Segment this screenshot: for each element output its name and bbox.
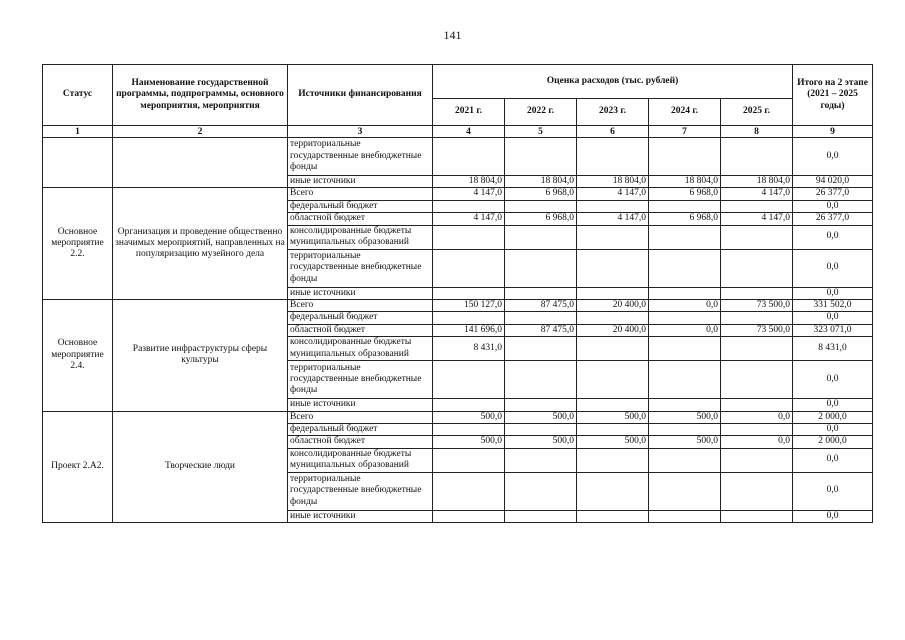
year-value-cell: 18 804,0 <box>721 176 793 188</box>
year-value-cell: 4 147,0 <box>433 213 505 225</box>
total-value-cell: 0,0 <box>793 138 873 176</box>
year-value-cell: 6 968,0 <box>649 213 721 225</box>
year-value-cell: 500,0 <box>505 436 577 448</box>
year-value-cell <box>433 472 505 510</box>
funding-source-cell: территориальные государственные внебюджетные фонды <box>288 138 433 176</box>
total-value-cell: 2 000,0 <box>793 411 873 423</box>
year-value-cell <box>577 423 649 435</box>
header-year: 2024 г. <box>649 99 721 126</box>
total-value-cell: 2 000,0 <box>793 436 873 448</box>
year-value-cell <box>721 138 793 176</box>
year-value-cell <box>577 200 649 212</box>
column-number: 3 <box>288 126 433 138</box>
year-value-cell <box>577 287 649 299</box>
funding-source-cell: областной бюджет <box>288 324 433 336</box>
year-value-cell <box>505 138 577 176</box>
year-value-cell <box>433 287 505 299</box>
funding-source-cell: консолидированные бюджеты муниципальных образований <box>288 448 433 472</box>
year-value-cell: 500,0 <box>649 436 721 448</box>
total-value-cell: 0,0 <box>793 225 873 249</box>
year-value-cell <box>505 337 577 361</box>
year-value-cell <box>577 138 649 176</box>
year-value-cell <box>649 337 721 361</box>
year-value-cell: 87 475,0 <box>505 324 577 336</box>
total-value-cell: 0,0 <box>793 423 873 435</box>
total-value-cell: 0,0 <box>793 312 873 324</box>
year-value-cell <box>577 312 649 324</box>
year-value-cell <box>505 510 577 522</box>
column-number: 7 <box>649 126 721 138</box>
funding-source-cell: иные источники <box>288 510 433 522</box>
total-value-cell: 0,0 <box>793 510 873 522</box>
header-year: 2022 г. <box>505 99 577 126</box>
year-value-cell <box>721 361 793 399</box>
year-value-cell <box>433 200 505 212</box>
funding-source-cell: территориальные государственные внебюджетные фонды <box>288 361 433 399</box>
year-value-cell: 500,0 <box>577 411 649 423</box>
header-year: 2025 г. <box>721 99 793 126</box>
column-number: 4 <box>433 126 505 138</box>
year-value-cell <box>721 472 793 510</box>
funding-source-cell: Всего <box>288 188 433 200</box>
total-value-cell: 8 431,0 <box>793 337 873 361</box>
year-value-cell <box>577 399 649 411</box>
total-value-cell: 323 071,0 <box>793 324 873 336</box>
year-value-cell <box>649 448 721 472</box>
total-value-cell: 94 020,0 <box>793 176 873 188</box>
year-value-cell <box>577 361 649 399</box>
funding-source-cell: территориальные государственные внебюджетные фонды <box>288 249 433 287</box>
funding-source-cell: консолидированные бюджеты муниципальных образований <box>288 337 433 361</box>
total-value-cell: 0,0 <box>793 361 873 399</box>
year-value-cell: 6 968,0 <box>505 188 577 200</box>
program-name-cell: Творческие люди <box>113 411 288 523</box>
year-value-cell <box>649 200 721 212</box>
year-value-cell <box>505 448 577 472</box>
year-value-cell <box>577 249 649 287</box>
year-value-cell <box>505 249 577 287</box>
year-value-cell <box>649 423 721 435</box>
year-value-cell <box>649 510 721 522</box>
year-value-cell: 20 400,0 <box>577 299 649 311</box>
total-value-cell: 0,0 <box>793 472 873 510</box>
year-value-cell: 150 127,0 <box>433 299 505 311</box>
year-value-cell: 4 147,0 <box>577 213 649 225</box>
year-value-cell: 500,0 <box>577 436 649 448</box>
year-value-cell: 73 500,0 <box>721 299 793 311</box>
year-value-cell: 4 147,0 <box>721 213 793 225</box>
year-value-cell <box>649 249 721 287</box>
year-value-cell: 18 804,0 <box>577 176 649 188</box>
year-value-cell <box>433 225 505 249</box>
status-cell: Проект 2.А2. <box>43 411 113 523</box>
year-value-cell <box>577 448 649 472</box>
year-value-cell: 500,0 <box>649 411 721 423</box>
table-row <box>43 411 873 423</box>
status-cell: Основное мероприятие 2.2. <box>43 188 113 300</box>
header-name: Наименование государственной программы, подпрограммы, основного мероприятия, мероприятия <box>113 65 288 126</box>
year-value-cell: 20 400,0 <box>577 324 649 336</box>
year-value-cell <box>649 138 721 176</box>
table-row <box>43 299 873 311</box>
total-value-cell: 26 377,0 <box>793 188 873 200</box>
table-row <box>43 138 873 176</box>
year-value-cell: 18 804,0 <box>505 176 577 188</box>
year-value-cell <box>721 200 793 212</box>
year-value-cell <box>649 399 721 411</box>
page-number: 141 <box>443 28 462 42</box>
funding-source-cell: Всего <box>288 299 433 311</box>
year-value-cell: 73 500,0 <box>721 324 793 336</box>
year-value-cell: 18 804,0 <box>649 176 721 188</box>
funding-source-cell: иные источники <box>288 287 433 299</box>
year-value-cell: 87 475,0 <box>505 299 577 311</box>
year-value-cell <box>505 287 577 299</box>
year-value-cell: 0,0 <box>649 299 721 311</box>
year-value-cell <box>721 423 793 435</box>
year-value-cell <box>721 225 793 249</box>
year-value-cell: 0,0 <box>721 436 793 448</box>
funding-source-cell: федеральный бюджет <box>288 312 433 324</box>
funding-source-cell: территориальные государственные внебюджетные фонды <box>288 472 433 510</box>
column-number: 1 <box>43 126 113 138</box>
year-value-cell <box>649 472 721 510</box>
year-value-cell <box>577 472 649 510</box>
total-value-cell: 0,0 <box>793 399 873 411</box>
year-value-cell <box>433 448 505 472</box>
year-value-cell <box>433 138 505 176</box>
year-value-cell: 4 147,0 <box>577 188 649 200</box>
year-value-cell <box>433 510 505 522</box>
year-value-cell <box>577 225 649 249</box>
year-value-cell: 4 147,0 <box>721 188 793 200</box>
column-number: 5 <box>505 126 577 138</box>
year-value-cell <box>505 361 577 399</box>
funding-source-cell: иные источники <box>288 399 433 411</box>
program-name-cell: Организация и проведение общественно значимых мероприятий, направленных на популяризацию музейного дела <box>113 188 288 300</box>
year-value-cell <box>433 312 505 324</box>
header-estimate: Оценка расходов (тыс. рублей) <box>433 65 793 99</box>
column-number: 8 <box>721 126 793 138</box>
status-cell <box>43 138 113 188</box>
year-value-cell <box>505 399 577 411</box>
year-value-cell: 500,0 <box>433 436 505 448</box>
program-name-cell: Развитие инфраструктуры сферы культуры <box>113 299 288 411</box>
funding-source-cell: консолидированные бюджеты муниципальных образований <box>288 225 433 249</box>
year-value-cell <box>433 423 505 435</box>
year-value-cell <box>433 361 505 399</box>
total-value-cell: 26 377,0 <box>793 213 873 225</box>
funding-source-cell: областной бюджет <box>288 436 433 448</box>
header-year: 2021 г. <box>433 99 505 126</box>
year-value-cell: 0,0 <box>721 411 793 423</box>
program-name-cell <box>113 138 288 188</box>
header-total: Итого на 2 этапе (2021 – 2025 годы) <box>793 65 873 126</box>
year-value-cell <box>577 337 649 361</box>
total-value-cell: 0,0 <box>793 287 873 299</box>
header-sources: Источники финансирования <box>288 65 433 126</box>
year-value-cell: 4 147,0 <box>433 188 505 200</box>
year-value-cell: 500,0 <box>433 411 505 423</box>
year-value-cell <box>721 448 793 472</box>
column-number: 9 <box>793 126 873 138</box>
year-value-cell <box>721 249 793 287</box>
year-value-cell <box>721 399 793 411</box>
year-value-cell <box>721 287 793 299</box>
year-value-cell: 500,0 <box>505 411 577 423</box>
status-cell: Основное мероприятие 2.4. <box>43 299 113 411</box>
funding-source-cell: областной бюджет <box>288 213 433 225</box>
funding-source-cell: Всего <box>288 411 433 423</box>
year-value-cell <box>505 225 577 249</box>
table-row <box>43 188 873 200</box>
column-number: 6 <box>577 126 649 138</box>
year-value-cell: 0,0 <box>649 324 721 336</box>
year-value-cell <box>649 361 721 399</box>
funding-source-cell: иные источники <box>288 176 433 188</box>
column-number: 2 <box>113 126 288 138</box>
header-status: Статус <box>43 65 113 126</box>
header-year: 2023 г. <box>577 99 649 126</box>
year-value-cell <box>721 337 793 361</box>
year-value-cell <box>649 287 721 299</box>
year-value-cell <box>649 312 721 324</box>
year-value-cell <box>649 225 721 249</box>
year-value-cell <box>505 472 577 510</box>
year-value-cell <box>505 312 577 324</box>
year-value-cell: 6 968,0 <box>649 188 721 200</box>
year-value-cell <box>721 510 793 522</box>
year-value-cell <box>433 249 505 287</box>
budget-table <box>42 64 873 523</box>
year-value-cell: 6 968,0 <box>505 213 577 225</box>
total-value-cell: 0,0 <box>793 448 873 472</box>
total-value-cell: 331 502,0 <box>793 299 873 311</box>
year-value-cell: 141 696,0 <box>433 324 505 336</box>
year-value-cell <box>505 423 577 435</box>
funding-source-cell: федеральный бюджет <box>288 200 433 212</box>
funding-source-cell: федеральный бюджет <box>288 423 433 435</box>
year-value-cell <box>577 510 649 522</box>
total-value-cell: 0,0 <box>793 249 873 287</box>
total-value-cell: 0,0 <box>793 200 873 212</box>
table-body <box>43 138 873 523</box>
year-value-cell: 8 431,0 <box>433 337 505 361</box>
year-value-cell <box>433 399 505 411</box>
year-value-cell <box>505 200 577 212</box>
year-value-cell <box>721 312 793 324</box>
year-value-cell: 18 804,0 <box>433 176 505 188</box>
